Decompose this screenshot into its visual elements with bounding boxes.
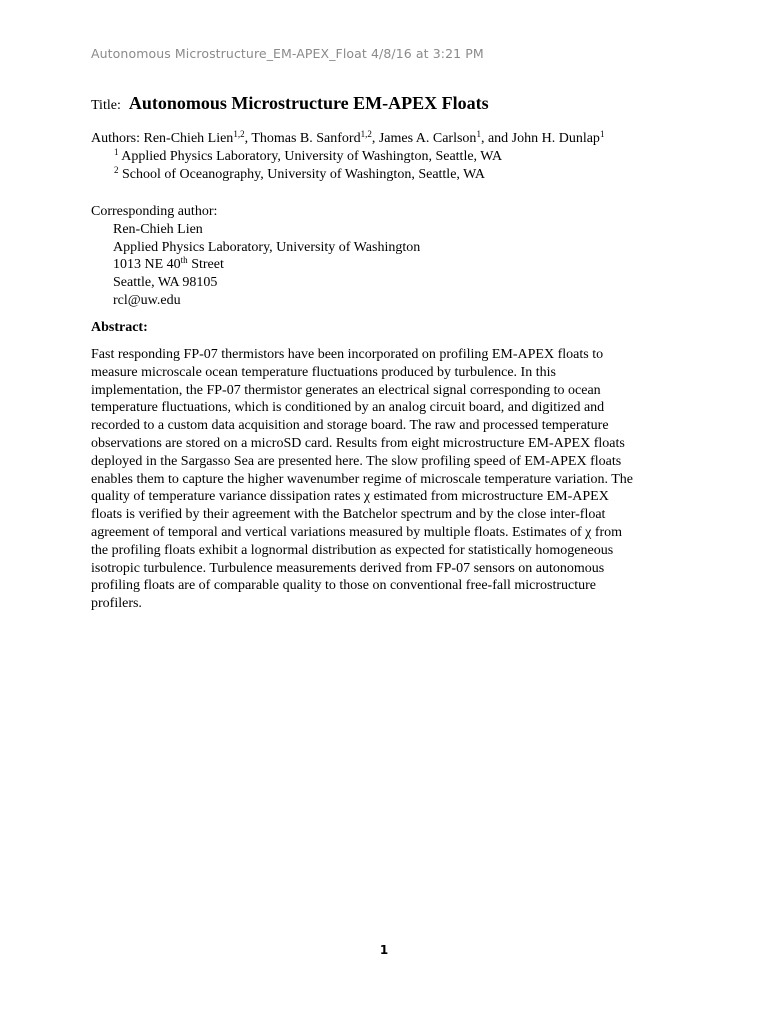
affiliation-1: [91, 148, 604, 166]
corresponding-name: Ren-Chieh Lien: [113, 221, 203, 237]
author-separator: ,: [244, 131, 252, 146]
authors-block: [91, 130, 604, 183]
affiliation-marker: 2: [114, 164, 119, 175]
abstract-line: floats is verified by their agreement with the Batchelor spectrum and by the close inter-float: [91, 507, 606, 523]
corresponding-city: Seattle, WA 98105: [113, 275, 218, 291]
affiliation-text: Applied Physics Laboratory, University of Washington, Seattle, WA: [118, 148, 503, 164]
abstract-line: observations are stored on a microSD card. Results from eight microstructure EM-APEX floats: [91, 435, 625, 451]
author-affiliation-marker: 1: [599, 129, 605, 139]
abstract-line: implementation, the FP-07 thermistor generates an electrical signal corresponding to ocean: [91, 382, 601, 398]
affiliation-text: School of Oceanography, University of Washington, Seattle, WA: [118, 166, 485, 182]
street-suffix: Street: [187, 257, 224, 273]
author-name: Ren-Chieh Lien: [143, 131, 234, 146]
abstract-line: profilers.: [91, 596, 142, 612]
author-affiliation-marker: 1,2: [233, 129, 245, 139]
corresponding-street: [91, 256, 420, 274]
paper-title: Autonomous Microstructure EM-APEX Floats: [128, 93, 489, 113]
abstract-line: isotropic turbulence. Turbulence measurements derived from FP-07 sensors on autonomous: [91, 560, 605, 576]
abstract-line: the profiling floats exhibit a lognormal distribution as expected for statistically homogeneous: [91, 542, 614, 558]
abstract-line: temperature fluctuations, which is conditioned by an analog circuit board, and digitized and: [91, 400, 605, 416]
author-name: John H. Dunlap: [511, 131, 600, 146]
title-label: Title:: [91, 98, 121, 113]
abstract-line: Fast responding FP-07 thermistors have been incorporated on profiling EM-APEX floats to: [91, 347, 604, 362]
corresponding-heading: Corresponding author:: [91, 204, 218, 219]
author-affiliation-marker: 1,2: [360, 129, 372, 139]
corresponding-institution: Applied Physics Laboratory, University of Washington: [113, 239, 421, 255]
abstract-line: measure microscale ocean temperature fluctuations produced by turbulence. In this: [91, 364, 556, 380]
abstract-heading: Abstract:: [91, 320, 148, 335]
abstract-line: deployed in the Sargasso Sea are presented here. The slow profiling speed of EM-APEX floats: [91, 453, 622, 469]
running-header: Autonomous Microstructure_EM-APEX_Float 4/8/16 at 3:21 PM: [91, 46, 484, 61]
author-line: [91, 130, 604, 148]
abstract-line: agreement of temporal and vertical variations measured by multiple floats. Estimates of χ from: [91, 524, 623, 540]
street-number: 1013 NE 40: [113, 257, 181, 273]
author-name: Thomas B. Sanford: [251, 131, 361, 146]
author-separator: ,: [371, 131, 379, 146]
abstract-line: recorded to a custom data acquisition and storage board. The raw and processed temperature: [91, 418, 609, 434]
abstract-line: quality of temperature variance dissipation rates χ estimated from microstructure EM-APEX: [91, 489, 609, 505]
abstract-line: profiling floats are of comparable quality to those on conventional free-fall microstructure: [91, 578, 596, 594]
author-separator: , and: [480, 131, 512, 146]
corresponding-email: rcl@uw.edu: [113, 292, 181, 308]
author-name: James A. Carlson: [378, 131, 477, 146]
affiliation-2: [91, 166, 604, 184]
abstract-body: [91, 346, 691, 613]
page-number: 1: [379, 943, 389, 957]
authors-prefix: Authors:: [91, 131, 144, 146]
affiliation-marker: 1: [114, 146, 119, 157]
abstract-line: enables them to capture the higher wavenumber regime of microscale temperature variation. The: [91, 471, 634, 487]
author-affiliation-marker: 1: [476, 129, 481, 139]
street-ordinal: th: [180, 255, 188, 266]
corresponding-author-block: [91, 203, 420, 310]
title-line: [91, 93, 489, 114]
